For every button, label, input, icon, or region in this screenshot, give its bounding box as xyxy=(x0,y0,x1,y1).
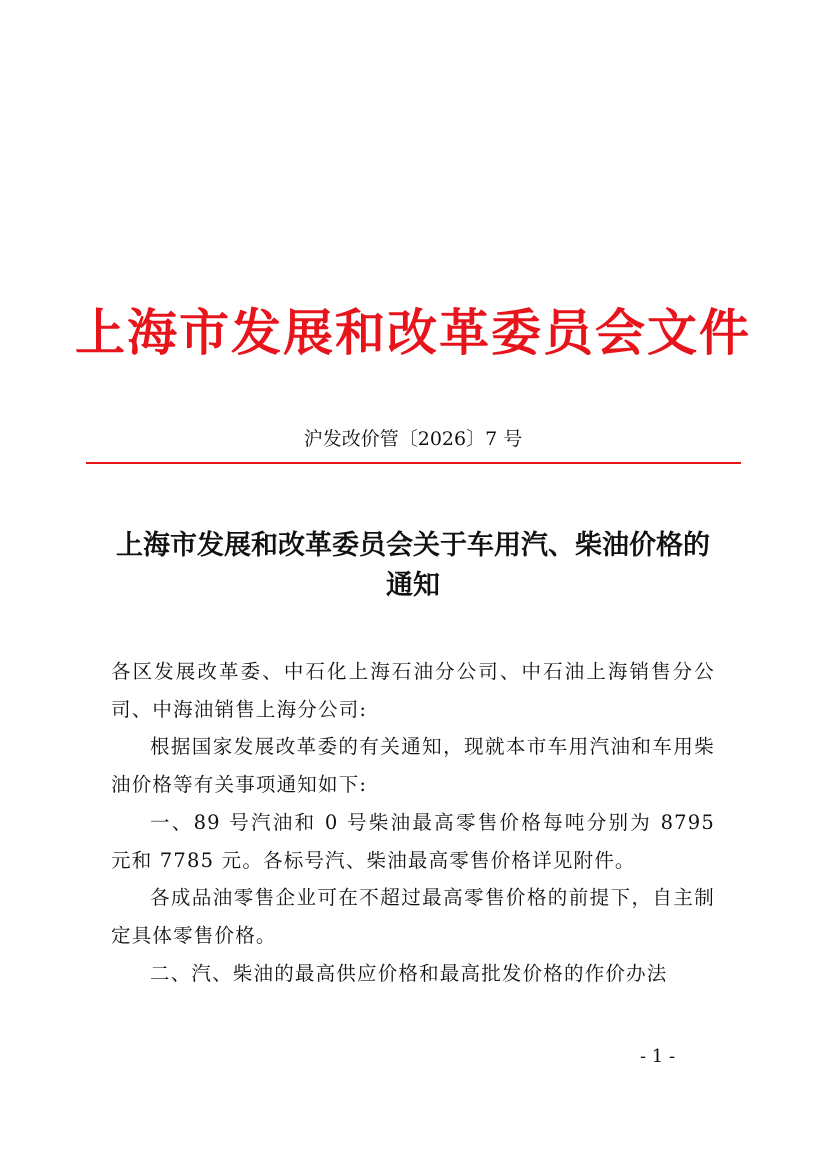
document-number: 沪发改价管〔2026〕7 号 xyxy=(303,428,523,450)
body-paragraph: 各成品油零售企业可在不超过最高零售价格的前提下，自主制定具体零售价格。 xyxy=(111,886,715,947)
body-paragraph: 根据国家发展改革委的有关通知，现就本市车用汽油和车用柴油价格等有关事项通知如下: xyxy=(111,735,715,797)
document-title xyxy=(60,526,766,606)
document-title-line-1: 上海市发展和改革委员会关于车用汽、柴油价格的 xyxy=(116,530,710,561)
body-paragraph: 一、89 号汽油和 0 号柴油最高零售价格每吨分别为 8795 元和 7785 元。各标号汽、柴油最高零售价格详见附件。 xyxy=(111,810,715,872)
issuer-header-title: 上海市发展和改革委员会文件 xyxy=(75,303,751,362)
page-number: - 1 - xyxy=(640,1046,676,1067)
salutation: 各区发展改革委、中石化上海石油分公司、中石油上海销售分公司、中海油销售上海分公司: xyxy=(111,660,715,721)
body-paragraph: 二、汽、柴油的最高供应价格和最高批发价格的作价办法 xyxy=(150,961,668,985)
red-divider-line xyxy=(86,462,741,464)
document-body xyxy=(111,653,715,992)
document-title-line-2: 通知 xyxy=(386,570,440,601)
